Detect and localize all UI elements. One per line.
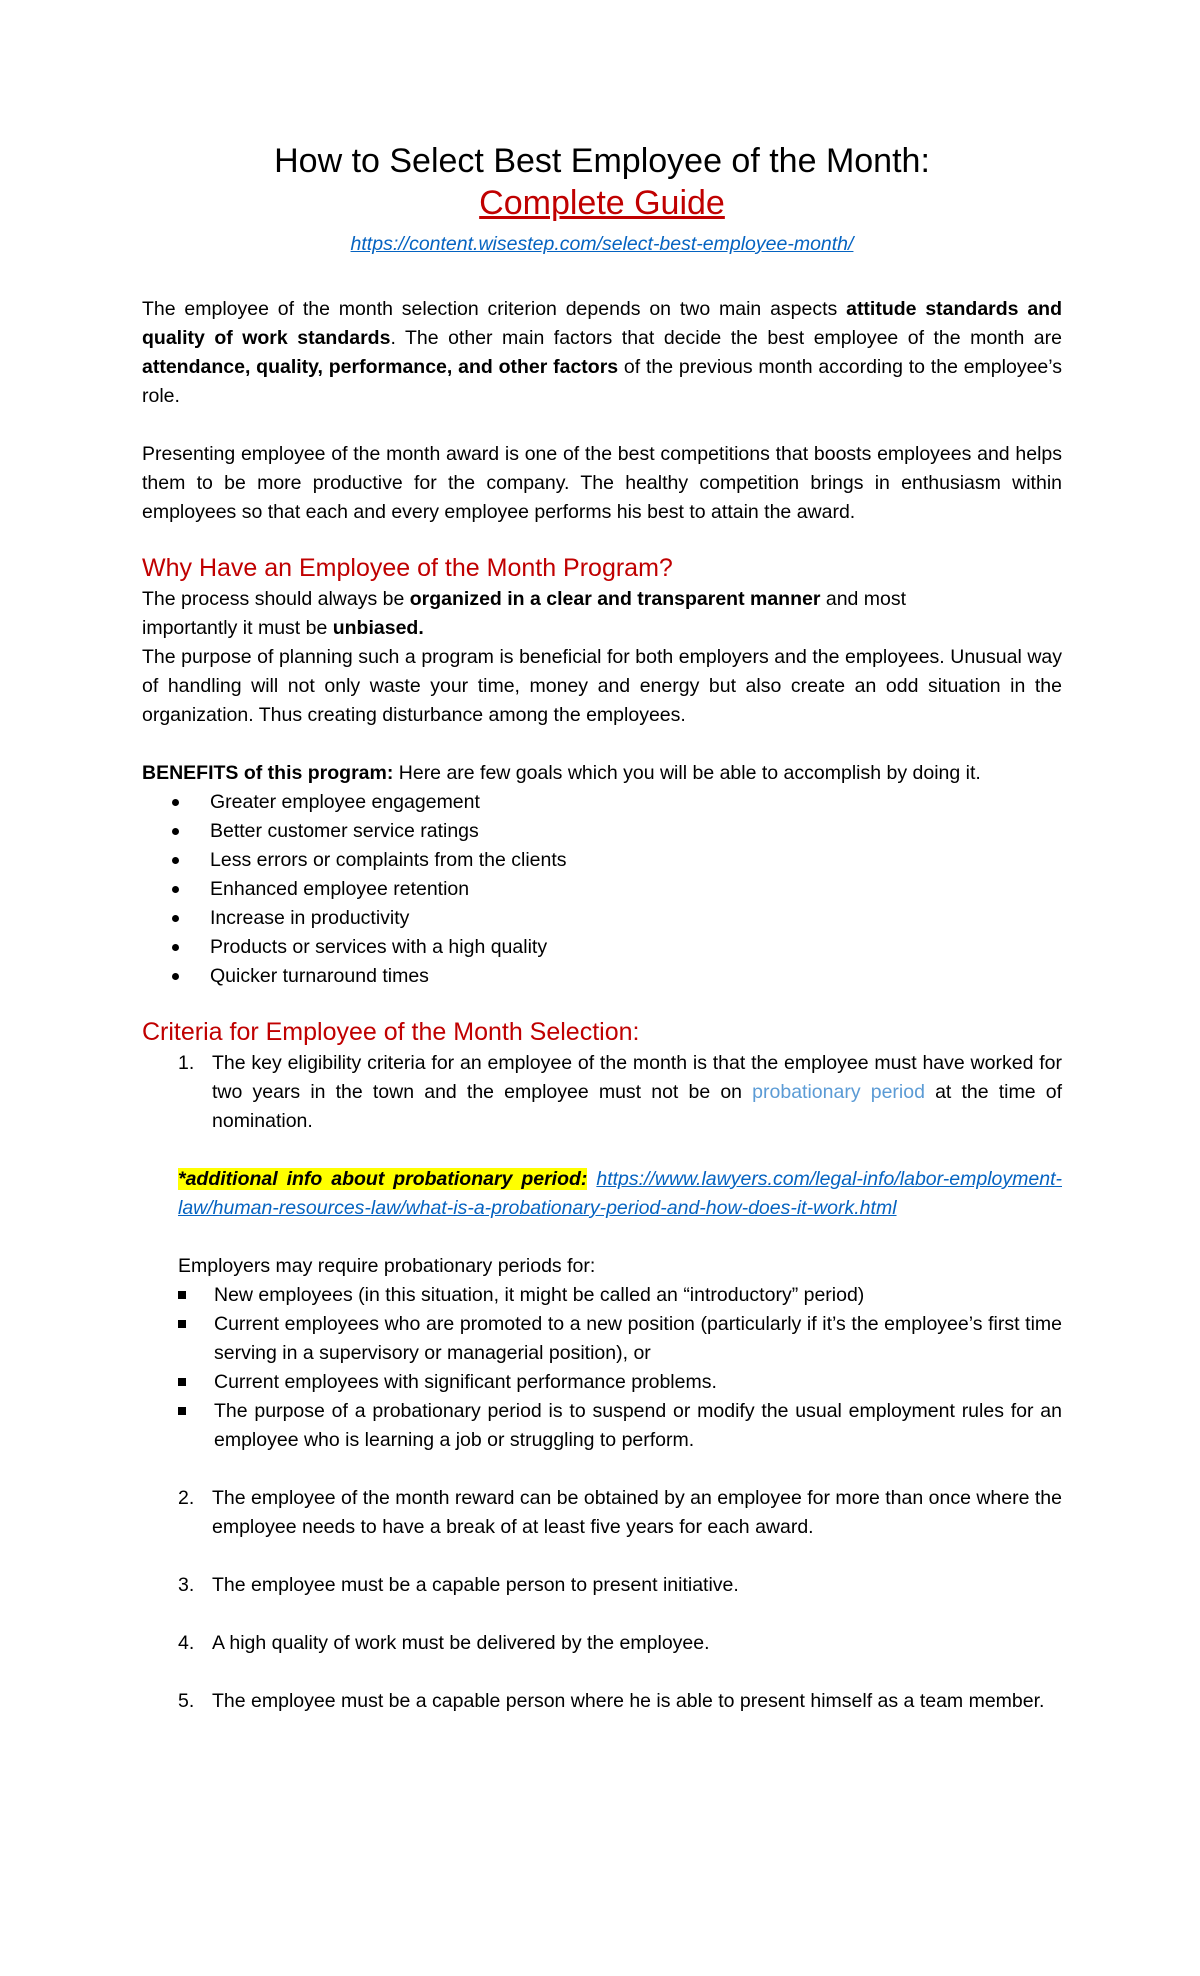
list-item xyxy=(178,1397,1062,1455)
list-item xyxy=(172,817,1062,846)
criteria-text: The employee of the month reward can be obtained by an employee for more than once where the employee needs to have a break of at least five years for each award. xyxy=(212,1487,1062,1538)
list-item-text: Products or services with a high quality xyxy=(210,936,548,958)
bullet-icon xyxy=(172,799,179,806)
criteria-item-1 xyxy=(142,1049,1062,1136)
bullet-icon xyxy=(172,828,179,835)
list-spacer xyxy=(142,1658,1062,1687)
body-text: The process should always be xyxy=(142,588,410,610)
list-spacer xyxy=(142,1542,1062,1571)
criteria-list-continued xyxy=(142,1484,1062,1716)
criteria-text: The employee must be a capable person where he is able to present himself as a team member. xyxy=(212,1690,1045,1712)
list-item xyxy=(178,1310,1062,1368)
source-link[interactable]: https://content.wisestep.com/select-best-employee-month/ xyxy=(350,233,854,255)
section-heading-criteria: Criteria for Employee of the Month Selection: xyxy=(142,1018,640,1046)
criteria-list xyxy=(142,1049,1062,1136)
criteria-item-4 xyxy=(142,1629,1062,1658)
benefits-text: Here are few goals which you will be able to accomplish by doing it. xyxy=(393,762,981,784)
section-paragraph-process xyxy=(142,585,1062,643)
benefits-label: BENEFITS of this program: xyxy=(142,762,394,784)
list-item xyxy=(172,962,1062,991)
square-bullet-icon xyxy=(178,1407,186,1415)
additional-info-label: *additional info about probationary period: xyxy=(178,1168,588,1190)
criteria-body-text: The key eligibility criteria for an employee of the month is that the employee must have worked for two years in the town and the employee must not be on xyxy=(212,1052,1062,1103)
criteria-body-text: at the time of nomination. xyxy=(212,1081,1062,1132)
list-item-text: Current employees with significant performance problems. xyxy=(214,1371,717,1393)
benefits-intro xyxy=(142,759,1062,788)
criteria-item-5 xyxy=(142,1687,1062,1716)
probation-reasons-list xyxy=(142,1281,1062,1455)
page-title: How to Select Best Employee of the Month: xyxy=(274,142,930,180)
criteria-number: 1. xyxy=(178,1052,195,1074)
bullet-icon xyxy=(172,973,179,980)
bullet-icon xyxy=(172,944,179,951)
document-body xyxy=(142,140,1062,1716)
bold-text: organized in a clear and transparent manner xyxy=(409,588,821,610)
criteria-item-3 xyxy=(142,1571,1062,1600)
bullet-icon xyxy=(172,857,179,864)
bullet-icon xyxy=(172,915,179,922)
criteria-number: 4. xyxy=(178,1632,195,1654)
additional-info-link[interactable]: https://www.lawyers.com/legal-info/labor-employment-law/human-resources-law/what-is-a-probationary-period-and-how-does-it-work.html xyxy=(178,1168,1062,1219)
list-item-text: Enhanced employee retention xyxy=(210,878,470,900)
intro-bold-text: attendance, quality, performance, and other factors xyxy=(142,356,619,378)
list-item-text: Better customer service ratings xyxy=(210,820,479,842)
square-bullet-icon xyxy=(178,1320,186,1328)
additional-info xyxy=(142,1165,1062,1223)
criteria-number: 2. xyxy=(178,1487,195,1509)
criteria-number: 5. xyxy=(178,1690,195,1712)
benefits-list xyxy=(142,788,1062,991)
bullet-icon xyxy=(172,886,179,893)
criteria-item-2 xyxy=(142,1484,1062,1542)
list-item xyxy=(178,1368,1062,1397)
criteria-text: The employee must be a capable person to present initiative. xyxy=(212,1574,739,1596)
intro-paragraph-2: Presenting employee of the month award is one of the best competitions that boosts employees and helps them to be more productive for the company. The healthy competition brings in enthusiasm within employees so that each and every employee performs his best to attain the award. xyxy=(142,443,1062,523)
list-item xyxy=(172,933,1062,962)
section-paragraph-purpose: The purpose of planning such a program is beneficial for both employers and the employees. Unusual way of handling will not only waste your time, money and energy but also create an odd situation in the organization. Thus creating disturbance among the employees. xyxy=(142,646,1062,726)
list-item-text: Greater employee engagement xyxy=(210,791,480,813)
square-bullet-icon xyxy=(178,1378,186,1386)
intro-paragraph-1 xyxy=(142,295,1062,411)
list-item-text: New employees (in this situation, it might be called an “introductory” period) xyxy=(214,1284,865,1306)
list-item-text: Increase in productivity xyxy=(210,907,410,929)
list-item-text: Current employees who are promoted to a new position (particularly if it’s the employee’s first time serving in a supervisory or managerial position), or xyxy=(214,1313,1062,1364)
list-item xyxy=(172,846,1062,875)
list-item xyxy=(172,904,1062,933)
criteria-text: A high quality of work must be delivered by the employee. xyxy=(212,1632,710,1654)
list-item xyxy=(172,875,1062,904)
list-item-text: Less errors or complaints from the clients xyxy=(210,849,567,871)
body-text: and most importantly it must be xyxy=(142,588,907,639)
section-heading-why: Why Have an Employee of the Month Program? xyxy=(142,554,673,582)
list-item xyxy=(178,1281,1062,1310)
bold-text: unbiased. xyxy=(332,617,424,639)
criteria-number: 3. xyxy=(178,1574,195,1596)
probationary-period-link[interactable]: probationary period xyxy=(752,1081,925,1103)
list-item-text: Quicker turnaround times xyxy=(210,965,429,987)
intro-bold-text: attitude standards and quality of work standards xyxy=(142,298,1062,349)
intro-text: . The other main factors that decide the best employee of the month are xyxy=(390,327,1062,349)
list-item-text: The purpose of a probationary period is to suspend or modify the usual employment rules for an employee who is learning a job or struggling to perform. xyxy=(214,1400,1062,1451)
criteria-text xyxy=(212,1049,1062,1136)
list-spacer xyxy=(142,1600,1062,1629)
intro-text: The employee of the month selection criterion depends on two main aspects xyxy=(142,298,847,320)
probation-intro: Employers may require probationary periods for: xyxy=(178,1255,596,1277)
square-bullet-icon xyxy=(178,1291,186,1299)
list-item xyxy=(172,788,1062,817)
intro-text: of the previous month according to the employee’s role. xyxy=(142,356,1062,407)
page-subtitle: Complete Guide xyxy=(479,184,725,222)
